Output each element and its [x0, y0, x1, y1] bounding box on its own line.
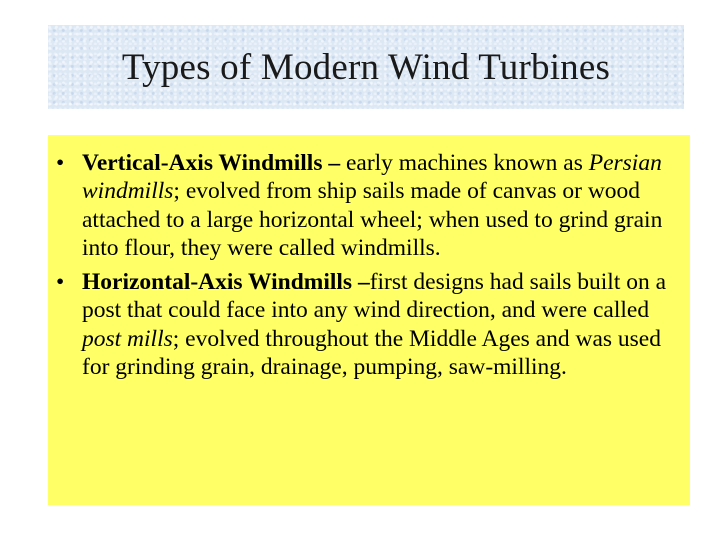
bullet-marker: •: [56, 269, 65, 296]
bullet-heading: Vertical-Axis Windmills –: [82, 150, 346, 176]
content-panel: [48, 135, 690, 505]
bullet-item-vertical-axis: [48, 149, 690, 262]
bullet-body: early machines known as: [345, 150, 589, 176]
bullet-body-continued: ; evolved from ship sails made of canvas or wood attached to a large horizontal wheel; when used to grind grain into flour, they were called windmills.: [82, 178, 663, 261]
bullet-heading: Horizontal-Axis Windmills –: [82, 269, 370, 296]
slide-title: Types of Modern Wind Turbines: [121, 46, 611, 88]
bullet-text: [82, 269, 666, 380]
bullet-body-continued: ; evolved throughout the Middle Ages and was used for grinding grain, drainage, pumping, saw-milling.: [82, 325, 661, 381]
bullet-marker: •: [56, 150, 65, 176]
bullet-text: [82, 150, 662, 261]
bullet-body: first designs had sails built on a post that could face into any wind direction, and were called: [82, 269, 667, 324]
bullet-item-horizontal-axis: [48, 268, 690, 381]
title-banner: [48, 25, 684, 109]
bullet-term: Persian windmills: [82, 150, 662, 205]
bullet-list: [48, 149, 690, 381]
bullet-term: post mills: [82, 325, 173, 352]
